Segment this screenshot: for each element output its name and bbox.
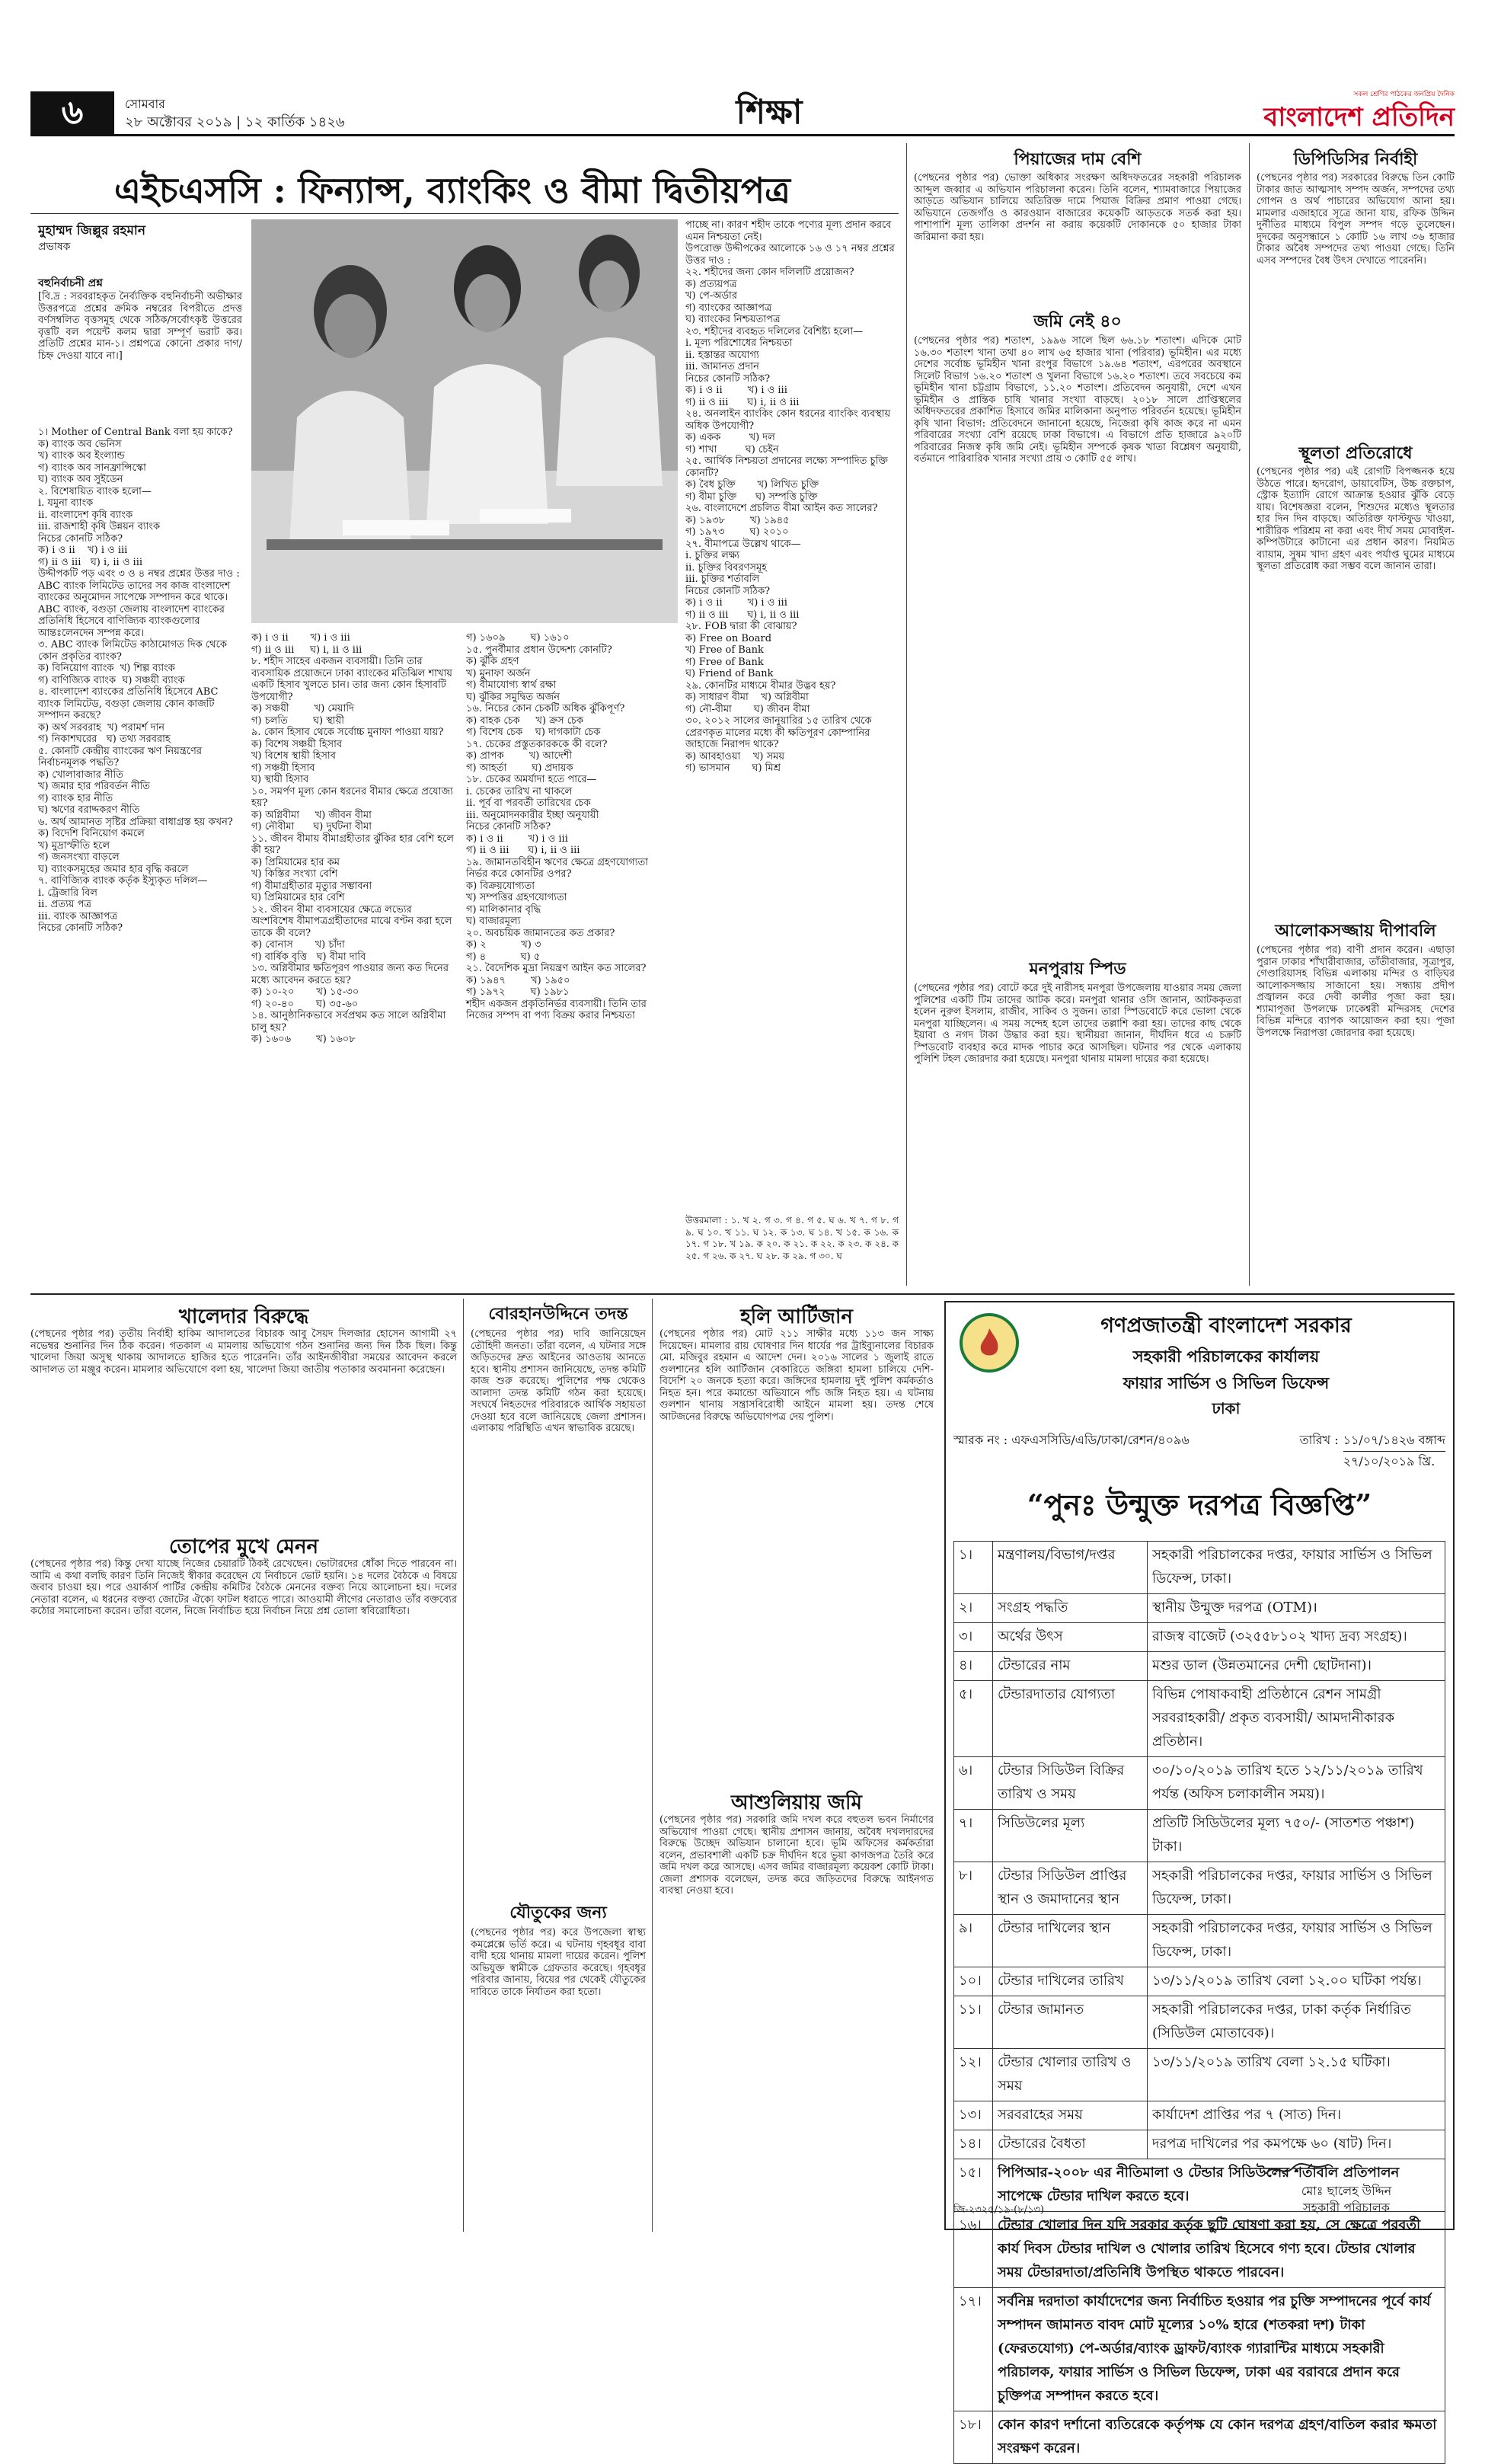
author-name: মুহাম্মদ জিল্লুর রহমান — [38, 223, 146, 238]
tender-row-number: ১৫। — [954, 2159, 993, 2212]
tender-row-key: অর্থের উৎস — [993, 1623, 1148, 1652]
tender-row-number: ৬। — [954, 1757, 993, 1810]
tender-table — [953, 1541, 1445, 2464]
tender-row-value: কোন কারণ দর্শানো ব্যতিরেকে কর্তৃপক্ষ যে কোন দরপত্র গ্রহণ/বাতিল করার ক্ষমতা সংরক্ষণ করেন। — [993, 2411, 1445, 2464]
tender-row — [954, 2101, 1445, 2130]
dpdc-story: (পেছনের পৃষ্ঠার পর) সরকারের বিরুদ্ধে তিন কোটি টাকার জাত আত্মসাৎ সম্পদ অর্জন, সম্পদের তথ্য গোপন ও অর্থ পাচারের অভিযোগ আনা হয়। মামলার এজাহারে সূত্রে জানা যায়, রফিক উদ্দিন দুর্নীতির মাধ্যমে বিপুল সম্পদ গড়ে তুলেছেন। দুদকের অনুসন্ধানে ১ কোটি ১৬ লাখ ৩৬ হাজার টাকার অবৈধ সম্পদের তথ্য পাওয়া গেছে। তিনি এসব সম্পদের বৈধ উৎস দেখাতে পারেননি। — [1257, 172, 1455, 267]
col-divider — [1249, 143, 1250, 1286]
onion-story: (পেছনের পৃষ্ঠার পর) ভোক্তা অধিকার সংরক্ষণ অধিদফতরের সহকারী পরিচালক আব্দুল জব্বার এ অভিযান পরিচালনা করেন। তিনি বলেন, শ্যামবাজারে পিয়াজের আড়তে অভিযান চালিয়ে অতিরিক্ত দামে পিয়াজ বিক্রির প্রমাণ পাওয়া গেছে। অভিযানে তেজগাঁও ও কারওয়ান বাজারের কয়েকটি আড়তকে সতর্ক করা হয়। পাশাপাশি মূল্য তালিকা প্রদর্শন না করায় কয়েকটি দোকানকে ৫০ হাজার টাকা জরিমানা করা হয়। — [914, 172, 1241, 243]
tender-row-value: বিভিন্ন পোষাকবাহী প্রতিষ্ঠানে রেশন সামগ্রী সরবরাহকারী/ প্রকৃত ব্যবসায়ী/ আমদানীকারক প্রতিষ্ঠান। — [1148, 1681, 1445, 1757]
tender-row-number: ১৮। — [954, 2411, 993, 2464]
tender-row-key: টেন্ডারের নাম — [993, 1652, 1148, 1681]
tender-date-en: ২৭/১০/২০১৯ খ্রি. — [1343, 1454, 1436, 1468]
dowry-headline: যৌতুকের জন্য — [509, 1903, 607, 1922]
header-rule — [30, 134, 1455, 136]
tender-row — [954, 2212, 1445, 2288]
tender-row-number: ১০। — [954, 1967, 993, 1996]
tender-row — [954, 2049, 1445, 2101]
tender-row-number: ৯। — [954, 1915, 993, 1967]
diwali-headline: আলোকসজ্জায় দীপাবলি — [1275, 921, 1436, 941]
borhanuddin-story: (পেছনের পৃষ্ঠার পর) দাবি জানিয়েছেন তৌহিদী জনতা। তাঁরা বলেন, এ ঘটনার সঙ্গে জড়িতদের দ্রুত আইনের আওতায় আনতে হবে। স্থানীয় প্রশাসন জানিয়েছে, তদন্ত কমিটি কাজ শুরু করেছে। পুলিশের পক্ষ থেকেও আলাদা তদন্ত কমিটি গঠন করা হয়েছে। সংঘর্ষে নিহতদের পরিবারকে আর্থিক সহায়তা দেওয়া হবে বলে জানিয়েছে জেলা প্রশাসন। এলাকায় পরিস্থিতি এখন স্বাভাবিক রয়েছে। — [471, 1328, 646, 1434]
page-number: ৬ — [30, 91, 114, 134]
tender-row-number: ১৩। — [954, 2101, 993, 2130]
tender-row — [954, 1652, 1445, 1681]
tender-row-key: সংগ্রহ পদ্ধতি — [993, 1594, 1148, 1623]
tender-notice — [944, 1301, 1455, 2456]
col-divider — [906, 143, 907, 1286]
tender-row — [954, 2288, 1445, 2411]
tender-row-value: মশুর ডাল (উন্নতমানের দেশী ছোটদানা)। — [1148, 1652, 1445, 1681]
section-title: শিক্ষা — [736, 93, 803, 132]
khaleda-story: (পেছনের পৃষ্ঠার পর) তৃতীয় নির্বাহী হাকিম আদালতের বিচারক আবু সৈয়দ দিলজার হোসেন আগামী ২৭ নভেম্বর শুনানির দিন ঠিক করেন। গতকাল এ মামলায় অভিযোগ গঠন শুনানির জন্য দিন ঠিক ছিল। কিন্তু খালেদা জিয়া অসুস্থ থাকায় আদালতে হাজির হতে পারেননি। তাঁর আইনজীবীরা সময়ের আবেদন করলে আদালত তা মঞ্জুর করেন। মামলার অভিযোগে বলা হয়, খালেদা জিয়া জাতীয় পতাকার অবমাননা করেছেন। — [30, 1328, 457, 1376]
tender-row-value: দরপত্র দাখিলের পর কমপক্ষে ৬০ (ষাট) দিন। — [1148, 2130, 1445, 2159]
tender-row-value: কার্যাদেশ প্রাপ্তির পর ৭ (সাত) দিন। — [1148, 2101, 1445, 2130]
tender-row-key: টেন্ডার জামানত — [993, 1996, 1148, 2049]
onion-headline: পিয়াজের দাম বেশি — [1014, 149, 1142, 169]
obesity-story: (পেছনের পৃষ্ঠার পর) এই রোগটি বিপজ্জনক হয়ে উঠতে পারে। হৃদরোগ, ডায়াবেটিস, উচ্চ রক্তচাপ, স্ট্রোক ইত্যাদি রোগে আক্রান্ত হওয়ার ঝুঁকি বেড়ে যায়। বিশেষজ্ঞরা বলেন, শিশুদের মধ্যেও স্থূলতার হার দিন দিন বাড়ছে। অতিরিক্ত ফাস্টফুড খাওয়া, শারীরিক পরিশ্রম না করা এবং দীর্ঘ সময় মোবাইল-কম্পিউটারে কাটানো এর প্রধান কারণ। নিয়মিত ব্যায়াম, সুষম খাদ্য গ্রহণ এবং পর্যাপ্ত ঘুমের মাধ্যমে স্থূলতা প্রতিরোধ করা সম্ভব বলে জানান তারা। — [1257, 466, 1455, 572]
issue-day: সোমবার — [125, 97, 165, 111]
fire-service-emblem — [960, 1313, 1019, 1373]
tender-row-number: ১১। — [954, 1996, 993, 2049]
tender-row-value: রাজস্ব বাজেট (৩২৫৫৮১০২ খাদ্য দ্রব্য সংগ্রহ)। — [1148, 1623, 1445, 1652]
menon-story: (পেছনের পৃষ্ঠার পর) কিন্তু দেখা যাচ্ছে নিজের চেয়ারটি ঠিকই রেখেছেন। ভোটারদের ধোঁকা দিতে পারবেন না। আমি এ কথা বলছি কারণ তিনি নিজেই স্বীকার করেছেন যে নির্বাচনে ভোট হয়নি। ১৪ দলের বৈঠকে এ বিষয়ে জবাব চাওয়া হয়। পরে ওয়ার্কার্স পার্টির কেন্দ্রীয় কমিটির বৈঠকে মেননের বক্তব্য নিয়ে আলোচনা হয়। দলের নেতারা বলেন, এ ধরনের বক্তব্য জোটের ঐক্যে ফাটল ধরাতে পারে। আওয়ামী লীগের নেতারাও তাঁর বক্তব্যের কঠোর সমালোচনা করেন। তাঁরা বলেন, নিজে নির্বাচিত হয়ে নির্বাচন নিয়ে প্রশ্ন তোলা স্ববিরোধিতা। — [30, 1558, 457, 1617]
students-photo — [251, 219, 678, 623]
manpura-headline: মনপুরায় স্পিড — [1029, 959, 1126, 979]
signer-role: সহকারী পরিচালক — [1303, 2200, 1390, 2215]
tender-notice-title: “পুনঃ উন্মুক্ত দরপত্র বিজ্ঞপ্তি” — [1027, 1488, 1372, 1522]
tender-row-number: ৫। — [954, 1681, 993, 1757]
tender-row-number: ৮। — [954, 1862, 993, 1915]
paper-logo: বাংলাদেশ প্রতিদিন — [1263, 102, 1455, 133]
tender-row-value: সর্বনিম্ন দরদাতা কার্যাদেশের জন্য নির্বাচিত হওয়ার পর চুক্তি সম্পাদনের পূর্বে কার্য সম্পাদন জামানত বাবদ মোট মূল্যের ১০% হারে (শতকরা দশ) টাকা (ফেরতযোগ্য) পে-অর্ডার/ব্যাংক ড্রাফট/ব্যাংক গ্যারান্টির মাধ্যমে সহকারী পরিচালক, ফায়ার সার্ভিস ও সিভিল ডিফেন্স, ঢাকা এর বরাবরে প্রদান করে চুক্তিপত্র সম্পাদন করতে হবে। — [993, 2288, 1445, 2411]
tender-row-key: টেন্ডার সিডিউল প্রাপ্তির স্থান ও জমাদানের স্থান — [993, 1862, 1148, 1915]
tender-row-key: মন্ত্রণালয়/বিভাগ/দপ্তর — [993, 1542, 1148, 1594]
obesity-headline: স্থূলতা প্রতিরোধে — [1298, 443, 1413, 463]
tender-row-value: সহকারী পরিচালকের দপ্তর, ঢাকা কর্তৃক নির্ধারিত (সিডিউল মোতাবেক)। — [1148, 1996, 1445, 2049]
tender-row — [954, 1757, 1445, 1810]
tender-row-value: সহকারী পরিচালকের দপ্তর, ফায়ার সার্ভিস ও সিভিল ডিফেন্স, ঢাকা। — [1148, 1862, 1445, 1915]
tender-row-number: ২। — [954, 1594, 993, 1623]
tender-row — [954, 1915, 1445, 1967]
diwali-story: (পেছনের পৃষ্ঠার পর) বাণী প্রদান করেন। এছাড়া পুরান ঢাকার শাঁখারীবাজার, তাঁতীবাজার, সূত্রাপুর, গেণ্ডারিয়াসহ বিভিন্ন এলাকায় মন্দির ও বাড়িঘর আলোকসজ্জায় সাজানো হয়। সন্ধ্যায় প্রদীপ প্রজ্বালন করে দেবী কালীর পূজা করা হয়। শ্যামাপূজা উপলক্ষে ঢাকেশ্বরী মন্দিরসহ দেশের বিভিন্ন মন্দিরে ব্যাপক আয়োজন করা হয়। পূজা উপলক্ষে নিরাপত্তা জোরদার করা হয়েছে। — [1257, 944, 1455, 1039]
tender-row-key: সিডিউলের মূল্য — [993, 1810, 1148, 1862]
ashulia-story: (পেছনের পৃষ্ঠার পর) সরকারি জমি দখল করে বহুতল ভবন নির্মাণের অভিযোগ পাওয়া গেছে। স্থানীয় প্রশাসন জানায়, অবৈধ দখলদারদের বিরুদ্ধে উচ্ছেদ অভিযান চালানো হবে। ভূমি অফিসের কর্মকর্তারা বলেন, প্রভাবশালী একটি চক্র দীর্ঘদিন ধরে ভুয়া কাগজপত্র তৈরি করে জমি দখল করে আসছে। এসব জমির বাজারমূল্য কয়েকশ কোটি টাকা। জেলা প্রশাসক বলেছেন, তদন্ত করে জড়িতদের বিরুদ্ধে আইনগত ব্যবস্থা নেওয়া হবে। — [659, 1814, 934, 1897]
paper-tagline: সকল শ্রেণির পাঠকের জনপ্রিয় দৈনিক — [1353, 91, 1455, 98]
tender-date-bn: ১১/০৭/১৪২৬ বঙ্গাব্দ — [1343, 1430, 1445, 1452]
tender-row-number: ১৭। — [954, 2288, 993, 2411]
tender-row-key: সরবরাহের সময় — [993, 2101, 1148, 2130]
tender-row-key: টেন্ডার দাখিলের তারিখ — [993, 1967, 1148, 1996]
tender-row-value: সহকারী পরিচালকের দপ্তর, ফায়ার সার্ভিস ও সিভিল ডিফেন্স, ঢাকা। — [1148, 1915, 1445, 1967]
signer-name: মোঃ ছালেহ উদ্দিন — [1301, 2184, 1392, 2198]
tender-row-value: ১৩/১১/২০১৯ তারিখ বেলা ১২.০০ ঘটিকা পর্যন্ত। — [1148, 1967, 1445, 1996]
tender-row-number: ৭। — [954, 1810, 993, 1862]
tender-row-key: টেন্ডার দাখিলের স্থান — [993, 1915, 1148, 1967]
exam-hall-illustration — [251, 219, 678, 623]
tender-memo: স্মারক নং : এফএসসিডি/এডি/ঢাকা/রেশন/৪০৯৬ — [953, 1433, 1190, 1447]
tender-row-number: ১৬। — [954, 2212, 993, 2288]
tender-row — [954, 1996, 1445, 2049]
menon-headline: তোপের মুখে মেনন — [168, 1536, 319, 1558]
tender-row-key: টেন্ডার সিডিউল বিক্রির তারিখ ও সময় — [993, 1757, 1148, 1810]
tender-row — [954, 1594, 1445, 1623]
dowry-story: (পেছনের পৃষ্ঠার পর) করে উপজেলা স্বাস্থ্য কমপ্লেক্সে ভর্তি করে। এ ঘটনায় গৃহবধূর বাবা বাদী হয়ে থানায় মামলা দায়ের করেন। পুলিশ অভিযুক্ত স্বামীকে গ্রেফতার করেছে। গৃহবধূর পরিবার জানায়, বিয়ের পর থেকেই যৌতুকের দাবিতে তাকে নির্যাতন করা হতো। — [471, 1927, 646, 1998]
col-divider — [652, 1299, 653, 2232]
issue-date: ২৮ অক্টোবর ২০১৯ | ১২ কার্তিক ১৪২৬ — [125, 114, 345, 130]
tender-row-number: ১২। — [954, 2049, 993, 2101]
tender-row — [954, 2411, 1445, 2464]
tender-date-label: তারিখ : — [1299, 1433, 1339, 1447]
signature-icon — [1263, 2160, 1331, 2178]
tender-row-number: ৪। — [954, 1652, 993, 1681]
mcq-subhead: বহুনির্বাচনী প্রশ্ন — [38, 277, 103, 289]
tender-row-value: পিপিআর-২০০৮ এর নীতিমালা ও টেন্ডার সিডিউলের শর্তাবলি প্রতিপালন সাপেক্ষে টেন্ডার দাখিল করতে হবে। — [993, 2159, 1445, 2212]
borhanuddin-headline: বোরহানউদ্দিনে তদন্ত — [488, 1304, 628, 1324]
tender-row-value: প্রতিটি সিডিউলের মূল্য ৭৫০/- (সাতশত পঞ্চাশ) টাকা। — [1148, 1810, 1445, 1862]
tender-gov: গণপ্রজাতন্ত্রী বাংলাদেশ সরকার — [1100, 1314, 1352, 1337]
tender-row-number: ১। — [954, 1542, 993, 1594]
tender-row-number: ৩। — [954, 1623, 993, 1652]
land-story: (পেছনের পৃষ্ঠার পর) শতাংশ, ১৯৯৬ সালে ছিল ৬৬.১৮ শতাংশ। এদিকে মোট ১৬.৩০ শতাংশ খানা তথা ৪০ লাখ ৬৫ হাজার খানা (পরিবার) ভূমিহীন। এর মধ্যে দেশের সর্বোচ্চ ভূমিহীন খানা রংপুর বিভাগে ১৯.৬৪ শতাংশ, এরপরের অবস্থানে সিলেট বিভাগ ১৬.২০ শতাংশ ও খুলনা বিভাগে ১৬.২০ শতাংশ। তবে সবচেয়ে কম ভূমিহীন খানা চট্টগ্রাম বিভাগে, ১১.২০ শতাংশ। প্রতিবেদন অনুযায়ী, দেশে এখন ভূমিহীন ও প্রান্তিক চাষি খানার সংখ্যা বাড়ছে। ২০১৮ সালে প্রাপ্তিস্থলের অধিদফতরের প্রকাশিত হিসাবে জমির মালিকানা অনুপাত পরিবর্তন হয়েছে। ভূমিহীন কৃষি খানা বিভাগ: প্রতিবেদনে জানানো হয়েছে, নিজেরা কৃষি কাজ করে না এমন পরিবারের সংখ্যা বেশি রয়েছে ঢাকা বিভাগে। এ বিভাগে প্রতি হাজারে ৯২০টি পরিবারের নিজস্ব কৃষি জমি নেই। ভূমিহীন সম্পর্কে কৃষক খাতা বিশ্লেষণ অনুযায়ী, বর্তমানে পারিবারিক খানার সংখ্যা প্রায় ৩ কোটি ৫৫ লাখ। — [914, 335, 1241, 465]
mcq-instructions: [বি.দ্র : সরবরাহকৃত নৈর্ব্যক্তিক বহুনির্বাচনী অভীক্ষার উত্তরপত্রে প্রশ্নের ক্রমিক নম্বরের বিপরীতে প্রদত্ত বর্ণসম্বলিত বৃত্তসমূহ থেকে সঠিক/সর্বোৎকৃষ্ট উত্তরের বৃত্তটি বল পয়েন্ট কলম দ্বারা সম্পূর্ণ ভরাট কর। প্রতিটি প্রশ্নের মান-১। প্রশ্নপত্রে কোনো প্রকার দাগ/চিহ্ন দেওয়া যাবে না।] — [38, 291, 242, 362]
answer-key: উত্তরমালা : ১. খ ২. গ ৩. গ ৪. গ ৫. ঘ ৬. খ ৭. গ ৮. গ ৯. ঘ ১০. খ ১১. ঘ ১২. ক ১৩. ঘ ১৪. খ ১৫. ক ১৬. ক ১৭. গ ১৮. খ ১৯. ক ২০. ক ২১. ক ২২. ক ২৩. ক ২৪. ক ২৫. গ ২৬. ক ২৭. ঘ ২৮. ক ২৯. গ ৩০. ঘ — [685, 1215, 899, 1261]
tender-office: সহকারী পরিচালকের কার্যালয় — [1132, 1347, 1320, 1366]
author-role: প্রভাষক — [38, 241, 71, 253]
tender-row — [954, 1810, 1445, 1862]
tender-row-key: টেন্ডার খোলার তারিখ ও সময় — [993, 2049, 1148, 2101]
tender-city: ঢাকা — [1212, 1399, 1241, 1417]
tender-row-value: টেন্ডার খোলার দিন যদি সরকার কর্তৃক ছুটি ঘোষণা করা হয়, সে ক্ষেত্রে পরবর্তী কার্য দিবস টেন্ডার দাখিল ও খোলার তারিখ হিসেবে গণ্য হবে। টেন্ডার খোলার সময় টেন্ডারদাতা/প্রতিনিধি উপস্থিত থাকতে পারবেন। — [993, 2212, 1445, 2288]
tender-row — [954, 1542, 1445, 1594]
tender-row-number: ১৪। — [954, 2130, 993, 2159]
tender-dept: ফায়ার সার্ভিস ও সিভিল ডিফেন্স — [1123, 1373, 1330, 1392]
dpdc-headline: ডিপিডিসির নির্বাহী — [1293, 149, 1418, 169]
holey-artisan-story: (পেছনের পৃষ্ঠার পর) মোট ২১১ সাক্ষীর মধ্যে ১১৩ জন সাক্ষ্য দিয়েছেন। মামলার রায় ঘোষণার দিন ধার্যের পর ট্রাইব্যুনালের বিচারক মো. মজিবুর রহমান এ আদেশ দেন। ২০১৬ সালের ১ জুলাই রাতে গুলশানের হলি আর্টিজান বেকারিতে জঙ্গিরা হামলা চালিয়ে দেশি-বিদেশি ২০ জনকে হত্যা করে। জঙ্গিদের হামলায় দুই পুলিশ কর্মকর্তাও নিহত হন। পরে কমান্ডো অভিযানে পাঁচ জঙ্গি নিহত হয়। এ ঘটনায় গুলশান থানায় সন্ত্রাসবিরোধী আইনে মামলা হয়। তদন্ত শেষে আটজনের বিরুদ্ধে অভিযোগপত্র দেয় পুলিশ। — [659, 1328, 934, 1423]
tender-row — [954, 1862, 1445, 1915]
tender-row — [954, 1623, 1445, 1652]
mcq-column-2: ক) i ও ii খ) i ও iii গ) ii ও iii ঘ) i, ii ও iii ৮. শহীদ সাহেব একজন ব্যবসায়ী। তিনি তার ব্যবসায়িক প্রয়োজনে ঢাকা ব্যাংকের মতিঝিল শাখায় একটি হিসাব খুলতে চান। তার জন্য কোন হিসাবটি উপযোগী? ক) সঞ্চয়ী খ) মেয়াদি গ) চলতি ঘ) স্থায়ী ৯. কোন হিসাব থেকে সর্বোচ্চ মুনাফা পাওয়া যায়? ক) বিশেষ সঞ্চয়ী হিসাব খ) বিশেষ স্থায়ী হিসাব গ) সঞ্চয়ী হিসাব ঘ) স্থায়ী হিসাব ১০. সমর্পণ মূল্য কোন ধরনের বীমার ক্ষেত্রে প্রযোজ্য হয়? ক) অগ্নিবীমা খ) জীবন বীমা গ) নৌবীমা ঘ) দুর্ঘটনা বীমা ১১. জীবন বীমায় বীমাগ্রহীতার ঝুঁকির হার বেশি হলে কী হয়? ক) প্রিমিয়ামের হার কম খ) কিস্তির সংখ্যা বেশি গ) বীমাগ্রহীতার মৃত্যুর সম্ভাবনা ঘ) প্রিমিয়ামের হার বেশি ১২. জীবন বীমা ব্যবসায়ের ক্ষেত্রে লভ্যের অংশবিশেষ বীমাপত্রগ্রহীতাদের মাঝে বণ্টন করা হলে তাকে কী বলে? ক) বোনাস খ) চাঁদা গ) বার্ষিক বৃত্তি ঘ) বীমা দাবি ১৩. অগ্নিবীমার ক্ষতিপূরণ পাওয়ার জন্য কত দিনের মধ্যে আবেদন করতে হয়? ক) ১০-২০ খ) ১৫-৩০ গ) ২০-৪০ ঘ) ৩৫-৬০ ১৪. আনুষ্ঠানিকভাবে সর্বপ্রথম কত সালে অগ্নিবীমা চালু হয়? ক) ১৬০৬ খ) ১৬০৮ — [251, 632, 454, 1045]
lead-title-rule — [30, 213, 899, 214]
mcq-column-4: পাচ্ছে না। কারণ শহীদ তাকে পণ্যের মূল্য প্রদান করবে এমন নিশ্চয়তা নেই। উপরোক্ত উদ্দীপকের আলোকে ১৬ ও ১৭ নম্বর প্রশ্নের উত্তর দাও : ২২. শহীদের জন্য কোন দলিলটি প্রয়োজন? ক) প্রত্যয়পত্র খ) পে-অর্ডার গ) ব্যাংকের আজ্ঞাপত্র ঘ) ব্যাংকের নিশ্চয়তাপত্র ২৩. শহীদের ব্যবহৃত দলিলের বৈশিষ্ট্য হলো— i. মূল্য পরিশোধের নিশ্চয়তা ii. হস্তান্তর অযোগ্য iii. জামানত প্রদান নিচের কোনটি সঠিক? ক) i ও ii খ) i ও iii গ) ii ও iii ঘ) i, ii ও iii ২৪. অনলাইন ব্যাংকিং কোন ধরনের ব্যাংকিং ব্যবস্থায় অধিক উপযোগী? ক) একক খ) দল গ) শাখা ঘ) চেইন ২৫. আর্থিক নিশ্চয়তা প্রদানের লক্ষ্যে সম্পাদিত চুক্তি কোনটি? ক) বৈধ চুক্তি খ) লিখিত চুক্তি গ) বীমা চুক্তি ঘ) সম্পত্তি চুক্তি ২৬. বাংলাদেশে প্রচলিত বীমা আইন কত সালের? ক) ১৯৩৮ খ) ১৯৪৫ গ) ১৯৭৩ ঘ) ২০১০ ২৭. বীমাপত্রে উল্লেখ থাকে— i. চুক্তির লক্ষ্য ii. চুক্তির বিবরণসমূহ iii. চুক্তির শর্তাবলি নিচের কোনটি সঠিক? ক) i ও ii খ) i ও iii গ) ii ও iii ঘ) i, ii ও iii ২৮. FOB দ্বারা কী বোঝায়? ক) Free on Board খ) Free of Bank গ) Free of Bank ঘ) Friend of Bank ২৯. কোনটির মাধ্যমে বীমার উদ্ভব হয়? ক) সাধারণ বীমা খ) অগ্নিবীমা গ) নৌ-বীমা ঘ) জীবন বীমা ৩০. ২০১২ সালের জানুয়ারির ১৫ তারিখ থেকে প্রেরণকৃত মালের মধ্যে কী ক্ষতিপূরণ কোম্পানির জাহাজে নিরাপদ থাকে? ক) আবহাওয়া খ) সময় গ) ভাসমান ঘ) মিশ্র — [685, 219, 895, 774]
mcq-column-1: ১। Mother of Central Bank বলা হয় কাকে? ক) ব্যাংক অব ভেনিস খ) ব্যাংক অব ইংল্যান্ড গ) ব্যাংক অব সানফ্রান্সিস্কো ঘ) ব্যাংক অব সুইডেন ২. বিশেষায়িত ব্যাংক হলো— i. যমুনা ব্যাংক ii. বাংলাদেশ কৃষি ব্যাংক iii. রাজশাহী কৃষি উন্নয়ন ব্যাংক নিচের কোনটি সঠিক? ক) i ও ii খ) i ও iii গ) ii ও iii ঘ) i, ii ও iii উদ্দীপকটি পড় এবং ৩ ও ৪ নম্বর প্রশ্নের উত্তর দাও : ABC ব্যাংক লিমিটেড তাদের সব কাজ বাংলাদেশ ব্যাংকের অনুমোদন সাপেক্ষে সম্পাদন করে থাকে। ABC ব্যাংক, বগুড়া জেলায় বাংলাদেশ ব্যাংকের প্রতিনিধি হিসেবে বাণিজ্যিক ব্যাংকগুলোর আন্তঃলেনদেন সম্পন্ন করে। ৩. ABC ব্যাংক লিমিটেড কাঠামোগত দিক থেকে কোন প্রকৃতির ব্যাংক? ক) বিনিয়োগ ব্যাংক খ) শিল্প ব্যাংক গ) বাণিজ্যিক ব্যাংক ঘ) সঞ্চয়ী ব্যাংক ৪. বাংলাদেশ ব্যাংকের প্রতিনিধি হিসেবে ABC ব্যাংক লিমিটেড, বগুড়া জেলায় কোন কাজটি সম্পাদন করছে? ক) অর্থ সরবরাহ খ) পরামর্শ দান গ) নিকাশঘরের ঘ) তথ্য সরবরাহ ৫. কোনটি কেন্দ্রীয় ব্যাংকের ঋণ নিয়ন্ত্রণের নির্বাচনমূলক পদ্ধতি? ক) খোলাবাজার নীতি খ) জমার হার পরিবর্তন নীতি গ) ব্যাংক হার নীতি ঘ) ঋণের বরাদ্দকরণ নীতি ৬. অর্থ আমানত সৃষ্টির প্রক্রিয়া বাধাগ্রস্ত হয় কখন? ক) বিদেশি বিনিয়োগ কমলে খ) মুদ্রাস্ফীতি হলে গ) জনসংখ্যা বাড়লে ঘ) ব্যাংকসমূহের জমার হার বৃদ্ধি করলে ৭. বাণিজ্যিক ব্যাংক কর্তৃক ইস্যুকৃত দলিল— i. ট্রেজারি বিল ii. প্রত্যয় পত্র iii. ব্যাংক আজ্ঞাপত্র নিচের কোনটি সঠিক? — [38, 427, 240, 934]
tender-row-value: ১৩/১১/২০১৯ তারিখ বেলা ১২.১৫ ঘটিকা। — [1148, 2049, 1445, 2101]
khaleda-headline: খালেদার বিরুদ্ধে — [178, 1306, 309, 1328]
manpura-story: (পেছনের পৃষ্ঠার পর) বোটে করে দুই নারীসহ মনপুরা উপজেলায় যাওয়ার সময় জেলা পুলিশের একটি টিম তাদের আটক করে। মনপুরা থানার ওসি জানান, আটককৃতরা হলেন নুরুল ইসলাম, রাজীব, সাকিব ও সুজন। তারা স্পিডবোটে করে ভোলা থেকে মনপুরা যাচ্ছিলেন। এ সময় সন্দেহ হলে তাদের তল্লাশি করা হয়। তাদের কাছ থেকে ইয়াবা ও নগদ টাকা উদ্ধার করা হয়। স্থানীয়রা জানান, দীর্ঘদিন ধরে এ চক্রটি স্পিডবোট ব্যবহার করে মাদক পাচার করে আসছিল। ঘটনার পর থেকে এলাকায় পুলিশি টহল জোরদার করা হয়েছে। মনপুরা থানায় মামলা দায়ের করা হয়েছে। — [914, 983, 1241, 1065]
tender-row-value: স্থানীয় উন্মুক্ত দরপত্র (OTM)। — [1148, 1594, 1445, 1623]
mcq-column-3: গ) ১৬০৯ ঘ) ১৬১০ ১৫. পুনর্বীমার প্রধান উদ্দেশ্য কোনটি? ক) ঝুঁকি গ্রহণ খ) মুনাফা অর্জন গ) বীমাযোগ্য স্বার্থ রক্ষা ঘ) ঝুঁকির সমুদ্বিত অর্জন ১৬. নিচের কোন চেকটি অধিক ঝুঁকিপূর্ণ? ক) বাহক চেক খ) ক্রস চেক গ) বিশেষ চেক ঘ) দাগকাটা চেক ১৭. চেকের প্রস্তুতকারককে কী বলে? ক) প্রাপক খ) আদেশী গ) আহর্তা ঘ) প্রদায়ক ১৮. চেকের অমর্যাদা হতে পারে— i. চেকের তারিখ না থাকলে ii. পূর্ব বা পরবর্তী তারিখের চেক iii. অনুমোদনকারীর ইচ্ছা অনুযায়ী নিচের কোনটি সঠিক? ক) i ও ii খ) i ও iii গ) ii ও iii ঘ) i, ii ও iii ১৯. জামানতবিহীন ঋণের ক্ষেত্রে গ্রহণযোগ্যতা নির্ভর করে কোনটির ওপর? ক) বিক্রয়যোগ্যতা খ) সম্পত্তির গ্রহণযোগ্যতা গ) মালিকানার বৃদ্ধি ঘ) বাজারমূল্য ২০. অবচয়িক জামানতের কত প্রকার? ক) ২ খ) ৩ গ) ৪ ঘ) ৫ ২১. বৈদেশিক মুদ্রা নিয়ন্ত্রণ আইন কত সালের? ক) ১৯৪৭ খ) ১৯৫০ গ) ১৯৭২ ঘ) ১৯৮১ শহীদ একজন প্রকৃতিনির্ভর ব্যবসায়ী। তিনি তার নিজের সম্পদ বা পণ্য বিক্রয় করার নিশ্চয়তা — [466, 632, 648, 1021]
tender-row-key: টেন্ডারদাতার যোগ্যতা — [993, 1681, 1148, 1757]
holey-artisan-headline: হলি আর্টিজান — [740, 1306, 853, 1328]
col-divider — [463, 1299, 464, 2232]
tender-row — [954, 2130, 1445, 2159]
flame-icon — [970, 1324, 1008, 1362]
section-rule — [30, 1293, 1455, 1295]
tender-row — [954, 1967, 1445, 1996]
land-headline: জমি নেই ৪০ — [1033, 312, 1122, 331]
ashulia-headline: আশুলিয়ায় জমি — [731, 1791, 862, 1814]
lead-title: এইচএসসি : ফিন্যান্স, ব্যাংকিং ও বীমা দ্বিতীয়পত্র — [114, 170, 790, 211]
ad-code: জি-২৩২৫/১৯-(৮/১৩) — [953, 2204, 1045, 2216]
tender-row-value: সহকারী পরিচালকের দপ্তর, ফায়ার সার্ভিস ও সিভিল ডিফেন্স, ঢাকা। — [1148, 1542, 1445, 1594]
tender-row-value: ৩০/১০/২০১৯ তারিখ হতে ১২/১১/২০১৯ তারিখ পর্যন্ত (অফিস চলাকালীন সময়)। — [1148, 1757, 1445, 1810]
tender-row-key: টেন্ডারের বৈধতা — [993, 2130, 1148, 2159]
tender-row — [954, 1681, 1445, 1757]
masthead — [30, 91, 1455, 134]
